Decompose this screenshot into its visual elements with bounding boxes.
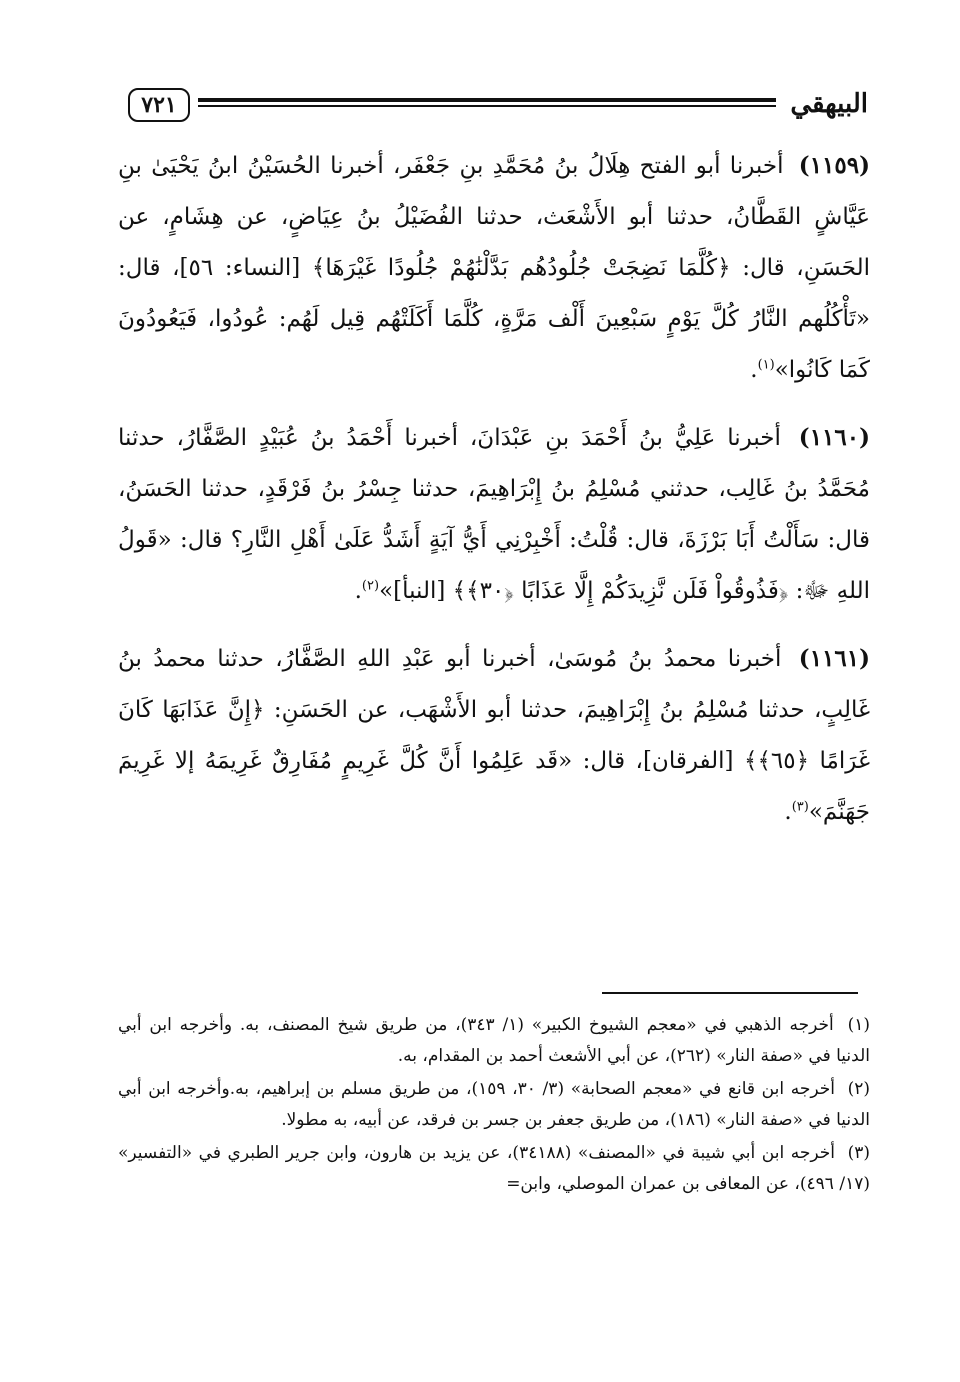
- footnote-1: [118, 1010, 870, 1072]
- footnote-marker: (١): [847, 1015, 871, 1035]
- header-rule: [198, 98, 776, 107]
- footnotes: [118, 1010, 870, 1202]
- page-header: [128, 84, 868, 128]
- footnote-text: أخرجه ابن قانع في «معجم الصحابة» (٣/ ٣٠، ١٥٩)، من طريق مسلم بن إبراهيم، به.وأخرجه ابن أبي الدنيا في «صفة النار» (١٨٦)، من طريق جعفر بن جسر بن فرقد، عن أبيه، به مطولا.: [118, 1079, 870, 1130]
- hadith-1159: [118, 140, 870, 396]
- hadith-1160: [118, 412, 870, 617]
- hadith-text: أخبرنا عَلِيُّ بنُ أَحْمَدَ بنِ عَبْدَانَ، أخبرنا أَحْمَدُ بنُ عُبَيْدٍ الصَّفَّارُ، حدثنا مُحَمَّدُ بنُ غَالِب، حدثني مُسْلِمُ بنُ إِبْرَاهِيمَ، حدثنا جِسْرُ بنُ فَرْقَدٍ، حدثنا الحَسَنُ، قال: سَأَلْتُ أَبَا بَرْزَةَ، قال: قُلْتُ: أَخْبِرْنِي أَيُّ آيَةٍ أَشَدُّ عَلَىٰ أَهْلِ النَّارِ؟ قال: «قَولُ اللهِ ﷻ: ﴿فَذُوقُواْ فَلَن نَّزِيدَكُمْ إِلَّا عَذَابًا ﴿٣٠﴾﴾ [النبأ]»: [118, 425, 870, 604]
- main-text: [118, 140, 870, 854]
- footnote-reference[interactable]: (٣): [791, 799, 809, 815]
- footnote-reference[interactable]: (١): [757, 357, 775, 373]
- hadith-number: (١١٦١): [798, 645, 870, 672]
- hadith-trailing: .: [354, 578, 362, 604]
- footnote-reference[interactable]: (٢): [361, 578, 380, 594]
- hadith-number: (١١٦٠): [798, 424, 870, 451]
- hadith-trailing: .: [750, 357, 758, 383]
- footnote-text: أخرجه الذهبي في «معجم الشيوخ الكبير» (١/ ٣٤٣)، من طريق شيخ المصنف، به. وأخرجه ابن أبي الدنيا في «صفة النار» (٢٦٢)، عن أبي الأشعث أحمد بن المقدام، به.: [118, 1015, 870, 1066]
- footnote-text: أخرجه ابن أبي شيبة في «المصنف» (٣٤١٨٨)، عن يزيد بن هارون، وابن جرير الطبري في «التفسير» (١٧/ ٤٩٦)، عن المعافى بن عمران الموصلي، وابن=: [118, 1143, 870, 1194]
- hadith-text: أخبرنا أبو الفتح هِلَالُ بنُ مُحَمَّدِ بنِ جَعْفَر، أخبرنا الحُسَيْنُ ابنُ يَحْيَىٰ بنِ عَيَّاشٍ القَطَّانُ، حدثنا أبو الأَشْعَث، حدثنا الفُضَيْلُ بنُ عِيَاضٍ، عن هِشَامٍ، عن الحَسَنِ، قال: ﴿كُلَّمَا نَضِجَتْ جُلُودُهُم بَدَّلْنَٰهُمْ جُلُودًا غَيْرَهَا﴾ [النساء: ٥٦]، قال: «تَأْكُلُهم النَّارُ كُلَّ يَوْمٍ سَبْعِينَ أَلْف مَرَّةٍ، كُلَّمَا أَكَلَتْهُم قِيل لَهُم: عُودُوا، فَيَعُودُونَ كَمَا كَانُوا»: [118, 153, 870, 383]
- running-title: البيهقي: [790, 89, 868, 119]
- hadith-number: (١١٥٩): [798, 152, 870, 179]
- footnote-separator: [602, 992, 858, 994]
- page-number: ٧٢١: [128, 88, 190, 122]
- hadith-trailing: .: [784, 799, 792, 825]
- hadith-1161: [118, 633, 870, 838]
- footnote-marker: (٣): [847, 1143, 870, 1163]
- footnote-marker: (٢): [847, 1079, 870, 1099]
- footnote-3: [118, 1138, 870, 1200]
- footnote-2: [118, 1074, 870, 1136]
- hadith-text: أخبرنا محمدُ بنُ مُوسَىٰ، أخبرنا أبو عَبْدِ اللهِ الصَّفَّارُ، حدثنا محمدُ بنُ غَالِبٍ، حدثنا مُسْلِمُ بنُ إِبْرَاهِيمَ، حدثنا أبو الأَشْهَب، عن الحَسَنِ: ﴿إِنَّ عَذَابَهَا كَانَ غَرَامًا ﴿٦٥﴾﴾ [الفرقان]، قال: «قَد عَلِمُوا أَنَّ كُلَّ غَرِيمٍ مُفَارِقٌ غَرِيمَهُ إلا غَرِيمَ جَهَنَّمَ»: [118, 646, 870, 825]
